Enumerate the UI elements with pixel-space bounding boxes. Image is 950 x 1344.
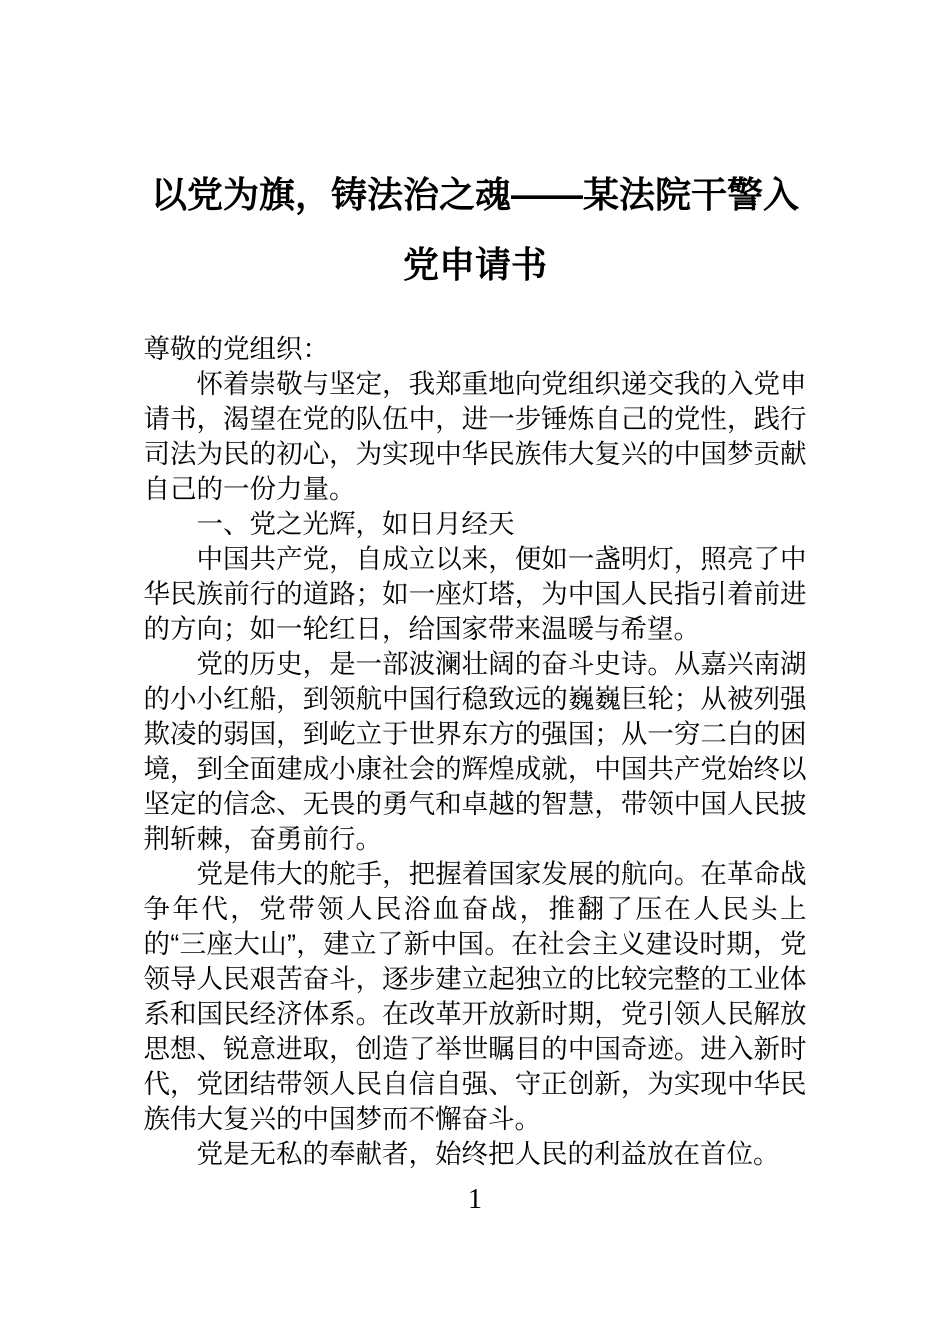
- page-number: 1: [468, 1184, 482, 1215]
- salutation-line: 尊敬的党组织：: [143, 334, 329, 364]
- paragraph-party-helmsman: 党是伟大的舵手，把握着国家发展的航向。在革命战争年代，党带领人民浴血奋战，推翻了压在人民头上的“三座大山”，建立了新中国。在社会主义建设时期，党领导人民艰苦奋斗，逐步建立起独立的比较完整的工业体系和国民经济体系。在改革开放新时期，党引领人民解放思想、锐意进取，创造了举世瞩目的中国奇迹。进入新时代，党团结带领人民自信自强、守正创新，为实现中华民族伟大复兴的中国梦而不懈奋斗。: [143, 859, 807, 1134]
- section-heading-party-glory: 一、党之光辉，如日月经天: [196, 509, 515, 539]
- document-body: [144, 332, 807, 1172]
- paragraph-party-as-light: 中国共产党，自成立以来，便如一盏明灯，照亮了中华民族前行的道路；如一座灯塔，为中国人民指引着前进的方向；如一轮红日，给国家带来温暖与希望。: [143, 544, 807, 644]
- paragraph-application-intro: 怀着崇敬与坚定，我郑重地向党组织递交我的入党申请书，渴望在党的队伍中，进一步锤炼自己的党性，践行司法为民的初心，为实现中华民族伟大复兴的中国梦贡献自己的一份力量。: [143, 369, 807, 504]
- paragraph-party-history: 党的历史，是一部波澜壮阔的奋斗史诗。从嘉兴南湖的小小红船，到领航中国行稳致远的巍巍巨轮；从被列强欺凌的弱国，到屹立于世界东方的强国；从一穷二白的困境，到全面建成小康社会的辉煌成就，中国共产党始终以坚定的信念、无畏的勇气和卓越的智慧，带领中国人民披荆斩棘，奋勇前行。: [143, 649, 807, 854]
- document-title: 以党为旗，铸法治之魂——某法院干警入党申请书: [150, 174, 799, 285]
- paragraph-party-devotion: 党是无私的奉献者，始终把人民的利益放在首位。: [196, 1139, 780, 1169]
